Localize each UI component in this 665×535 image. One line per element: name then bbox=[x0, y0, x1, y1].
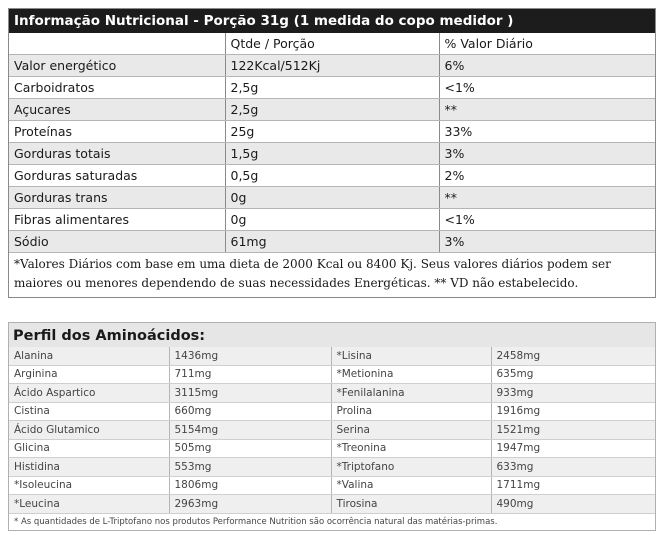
nutrient-amount: 61mg bbox=[225, 231, 439, 253]
column-header-daily-value: % Valor Diário bbox=[439, 33, 655, 55]
amino-name: *Fenilalanina bbox=[331, 384, 491, 403]
nutrient-name: Fibras alimentares bbox=[9, 209, 225, 231]
table-row bbox=[9, 55, 655, 77]
nutrition-facts-table bbox=[8, 8, 656, 298]
amino-name: *Leucina bbox=[9, 495, 169, 514]
table-row bbox=[9, 121, 655, 143]
table-row bbox=[9, 231, 655, 253]
table-row bbox=[9, 165, 655, 187]
amino-name: Histidina bbox=[9, 458, 169, 477]
nutrient-name: Açucares bbox=[9, 99, 225, 121]
nutrient-daily-value: 3% bbox=[439, 143, 655, 165]
table-row bbox=[9, 476, 655, 495]
table-row bbox=[9, 421, 655, 440]
nutrient-name: Proteínas bbox=[9, 121, 225, 143]
amino-amount: 933mg bbox=[491, 384, 655, 403]
column-header-amount: Qtde / Porção bbox=[225, 33, 439, 55]
table-row bbox=[9, 187, 655, 209]
amino-title: Perfil dos Aminoácidos: bbox=[9, 323, 655, 347]
table-row bbox=[9, 99, 655, 121]
amino-footnote: * As quantidades de L-Triptofano nos produtos Performance Nutrition são ocorrência natural das matérias-primas. bbox=[14, 516, 498, 527]
amino-amount: 1947mg bbox=[491, 439, 655, 458]
amino-amount: 1436mg bbox=[169, 347, 331, 365]
amino-name: *Lisina bbox=[331, 347, 491, 365]
nutrient-amount: 1,5g bbox=[225, 143, 439, 165]
nutrient-daily-value: <1% bbox=[439, 77, 655, 99]
nutrition-header: Informação Nutricional - Porção 31g (1 medida do copo medidor ) bbox=[9, 9, 655, 33]
nutrient-amount: 122Kcal/512Kj bbox=[225, 55, 439, 77]
amino-amount: 1521mg bbox=[491, 421, 655, 440]
amino-amount: 3115mg bbox=[169, 384, 331, 403]
amino-name: Cistina bbox=[9, 402, 169, 421]
amino-name: *Metionina bbox=[331, 365, 491, 384]
amino-amount: 660mg bbox=[169, 402, 331, 421]
amino-amount: 2963mg bbox=[169, 495, 331, 514]
nutrient-daily-value: 3% bbox=[439, 231, 655, 253]
nutrient-name: Valor energético bbox=[9, 55, 225, 77]
amino-amount: 5154mg bbox=[169, 421, 331, 440]
amino-name: *Valina bbox=[331, 476, 491, 495]
nutrient-name: Gorduras totais bbox=[9, 143, 225, 165]
amino-amount: 553mg bbox=[169, 458, 331, 477]
amino-grid bbox=[9, 347, 655, 514]
amino-name: Alanina bbox=[9, 347, 169, 365]
amino-amount: 711mg bbox=[169, 365, 331, 384]
amino-name: Prolina bbox=[331, 402, 491, 421]
nutrient-amount: 2,5g bbox=[225, 77, 439, 99]
amino-amount: 635mg bbox=[491, 365, 655, 384]
amino-name: Serina bbox=[331, 421, 491, 440]
nutrient-name: Carboidratos bbox=[9, 77, 225, 99]
nutrient-amount: 25g bbox=[225, 121, 439, 143]
amino-amount: 2458mg bbox=[491, 347, 655, 365]
amino-name: Ácido Aspartico bbox=[9, 384, 169, 403]
amino-amount: 1806mg bbox=[169, 476, 331, 495]
nutrient-daily-value: 2% bbox=[439, 165, 655, 187]
table-row bbox=[9, 439, 655, 458]
nutrient-amount: 2,5g bbox=[225, 99, 439, 121]
table-row bbox=[9, 458, 655, 477]
nutrient-daily-value: 6% bbox=[439, 55, 655, 77]
amino-name: *Triptofano bbox=[331, 458, 491, 477]
amino-name: *Treonina bbox=[331, 439, 491, 458]
nutrient-daily-value: 33% bbox=[439, 121, 655, 143]
amino-amount: 505mg bbox=[169, 439, 331, 458]
nutrition-footnote: *Valores Diários com base em uma dieta de 2000 Kcal ou 8400 Kj. Seus valores diários podem ser maiores ou menores dependendo de suas necessidades Energéticas. ** VD não estabelecido. bbox=[9, 253, 655, 297]
amino-name: Ácido Glutamico bbox=[9, 421, 169, 440]
table-row bbox=[9, 143, 655, 165]
amino-name: Tirosina bbox=[331, 495, 491, 514]
nutrient-daily-value: ** bbox=[439, 99, 655, 121]
nutrient-amount: 0g bbox=[225, 187, 439, 209]
nutrition-column-headers bbox=[9, 33, 655, 55]
table-row bbox=[9, 384, 655, 403]
table-row bbox=[9, 209, 655, 231]
table-row bbox=[9, 77, 655, 99]
nutrient-name: Sódio bbox=[9, 231, 225, 253]
nutrition-grid bbox=[9, 33, 655, 253]
table-row bbox=[9, 365, 655, 384]
nutrient-amount: 0g bbox=[225, 209, 439, 231]
amino-name: Glicina bbox=[9, 439, 169, 458]
amino-amount: 1711mg bbox=[491, 476, 655, 495]
table-row bbox=[9, 402, 655, 421]
nutrient-amount: 0,5g bbox=[225, 165, 439, 187]
table-row bbox=[9, 347, 655, 365]
amino-amount: 490mg bbox=[491, 495, 655, 514]
table-row bbox=[9, 495, 655, 514]
amino-name: *Isoleucina bbox=[9, 476, 169, 495]
amino-amount: 1916mg bbox=[491, 402, 655, 421]
nutrient-name: Gorduras saturadas bbox=[9, 165, 225, 187]
amino-amount: 633mg bbox=[491, 458, 655, 477]
column-header-nutrient bbox=[9, 33, 225, 55]
nutrient-daily-value: <1% bbox=[439, 209, 655, 231]
amino-name: Arginina bbox=[9, 365, 169, 384]
nutrient-daily-value: ** bbox=[439, 187, 655, 209]
nutrient-name: Gorduras trans bbox=[9, 187, 225, 209]
amino-acid-profile-table bbox=[8, 322, 656, 531]
